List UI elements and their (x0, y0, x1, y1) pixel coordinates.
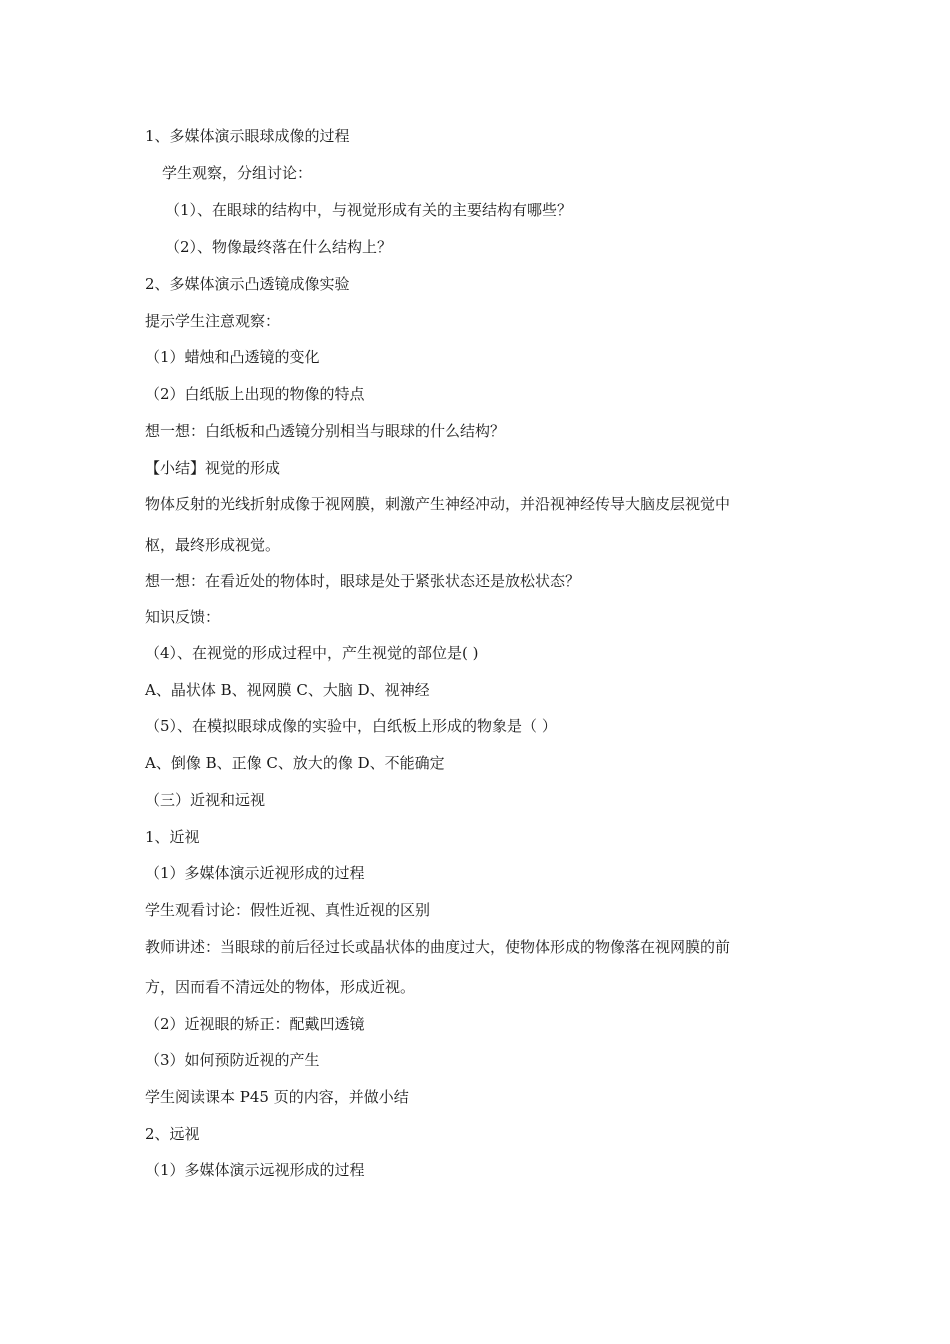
text-line: 方，因而看不清远处的物体，形成近视。 (145, 978, 416, 996)
text-line: （3）如何预防近视的产生 (145, 1051, 320, 1069)
text-line: 知识反馈： (145, 608, 221, 626)
text-line: 教师讲述：当眼球的前后径过长或晶状体的曲度过大，使物体形成的物像落在视网膜的前 (145, 938, 731, 956)
question-5-options: A、倒像 B、正像 C、放大的像 D、不能确定 (145, 754, 445, 772)
text-line: （2）、物像最终落在什么结构上？ (165, 238, 393, 256)
question-4: （4）、在视觉的形成过程中，产生视觉的部位是( ) (145, 644, 479, 662)
text-line: （1）多媒体演示远视形成的过程 (145, 1161, 365, 1179)
text-line: （1）蜡烛和凸透镜的变化 (145, 348, 320, 366)
text-line: 2、远视 (145, 1125, 200, 1143)
text-line: （1）、在眼球的结构中，与视觉形成有关的主要结构有哪些？ (165, 201, 573, 219)
question-5: （5）、在模拟眼球成像的实验中，白纸板上形成的物象是（ ） (145, 717, 557, 735)
question-4-options: A、晶状体 B、视网膜 C、大脑 D、视神经 (145, 681, 430, 699)
text-line: 学生观察，分组讨论： (162, 164, 313, 182)
text-line: 2、多媒体演示凸透镜成像实验 (145, 275, 350, 293)
text-line: （1）多媒体演示近视形成的过程 (145, 864, 365, 882)
text-line: 提示学生注意观察： (145, 312, 281, 330)
text-line: 学生观看讨论：假性近视、真性近视的区别 (145, 901, 431, 919)
text-line: 想一想：在看近处的物体时，眼球是处于紧张状态还是放松状态？ (145, 572, 581, 590)
text-line: 想一想：白纸板和凸透镜分别相当与眼球的什么结构？ (145, 422, 506, 440)
text-line: 1、多媒体演示眼球成像的过程 (145, 127, 350, 145)
text-line: 枢，最终形成视觉。 (145, 536, 281, 554)
text-line: 物体反射的光线折射成像于视网膜，刺激产生神经冲动，并沿视神经传导大脑皮层视觉中 (145, 495, 731, 513)
text-line: （2）白纸版上出现的物像的特点 (145, 385, 365, 403)
section-heading: （三）近视和远视 (145, 791, 266, 809)
text-line: 学生阅读课本 P45 页的内容，并做小结 (145, 1088, 409, 1106)
text-line: 1、近视 (145, 828, 200, 846)
text-line: （2）近视眼的矫正：配戴凹透镜 (145, 1015, 365, 1033)
section-heading: 【小结】视觉的形成 (145, 459, 281, 477)
